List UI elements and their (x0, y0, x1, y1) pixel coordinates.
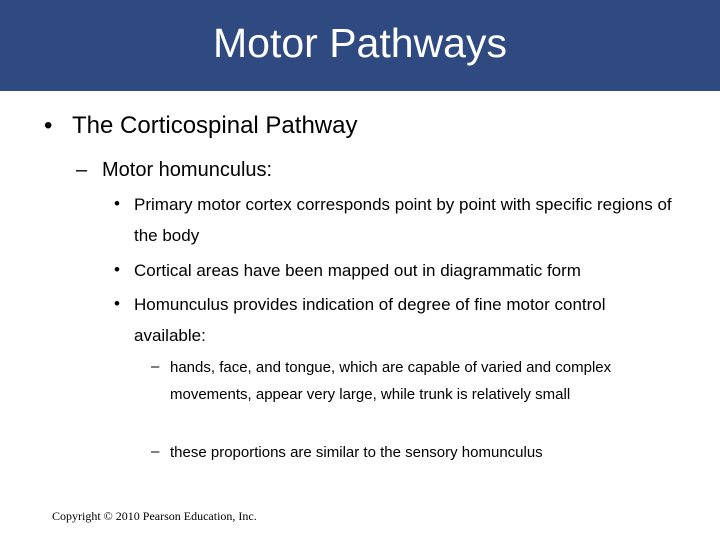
level4-bullet-marker: – (151, 358, 160, 375)
level4-bullet-text: these proportions are similar to the sensory homunculus (170, 444, 543, 461)
level3-bullet-marker: • (114, 194, 120, 213)
level1-bullet-marker: • (44, 112, 53, 139)
level2-bullet-marker: – (76, 159, 88, 181)
level4-bullet-marker: – (151, 443, 160, 460)
level1-bullet-text: The Corticospinal Pathway (72, 112, 358, 139)
title-bar (0, 0, 720, 91)
level2-bullet-text: Motor homunculus: (102, 159, 273, 181)
slide-title: Motor Pathways (213, 20, 507, 66)
copyright-footer: Copyright © 2010 Pearson Education, Inc. (52, 509, 257, 523)
level3-bullet-text: Cortical areas have been mapped out in diagrammatic form (134, 261, 581, 280)
level4-bullet-text: hands, face, and tongue, which are capable of varied and complex movements, appear very large, while trunk is relatively small (170, 359, 612, 403)
level3-bullet-marker: • (114, 294, 120, 313)
level3-bullet-marker: • (114, 260, 120, 279)
level3-bullet-text: Homunculus provides indication of degree of fine motor control available: (134, 295, 606, 345)
level3-bullet-text: Primary motor cortex corresponds point by point with specific regions of the body (134, 195, 672, 245)
